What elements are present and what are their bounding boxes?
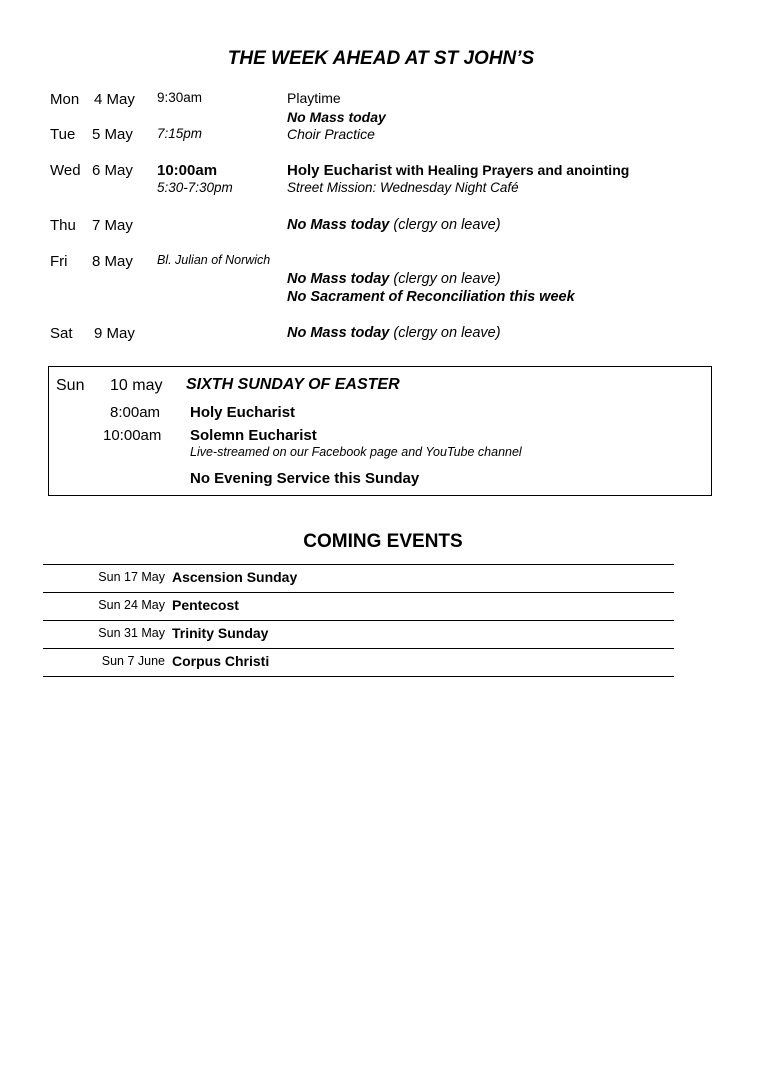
- event-text: No Sacrament of Reconciliation this week: [287, 289, 575, 305]
- day-name: Fri: [50, 253, 68, 270]
- sunday-heading: SIXTH SUNDAY OF EASTER: [186, 376, 400, 393]
- sunday-notice: No Evening Service this Sunday: [190, 470, 420, 487]
- event-text: [287, 162, 629, 180]
- event-name: Trinity Sunday: [172, 625, 269, 641]
- table-divider: [43, 648, 674, 649]
- event-bold: No Mass today: [287, 217, 390, 233]
- service-time: 5:30-7:30pm: [157, 180, 233, 195]
- service-time: 10:00am: [103, 427, 162, 444]
- page-title: THE WEEK AHEAD AT ST JOHN’S: [227, 48, 535, 69]
- coming-events-heading: COMING EVENTS: [303, 531, 463, 552]
- service-time: 8:00am: [110, 404, 161, 421]
- day-date: 9 May: [94, 325, 135, 342]
- day-name: Tue: [50, 126, 76, 143]
- service-name: Solemn Eucharist: [190, 427, 317, 444]
- day-name: Wed: [50, 162, 81, 179]
- day-name: Sat: [50, 325, 73, 342]
- table-divider: [43, 676, 674, 677]
- day-date: 7 May: [92, 217, 133, 234]
- day-name: Mon: [50, 91, 80, 108]
- day-name: Sun: [56, 377, 85, 394]
- event-text: Choir Practice: [287, 126, 375, 142]
- event-date: Sun 31 May: [98, 626, 165, 640]
- table-divider: [43, 620, 674, 621]
- event-date: Sun 7 June: [101, 654, 165, 668]
- event-text: [287, 325, 501, 341]
- table-divider: [43, 592, 674, 593]
- day-date: 4 May: [94, 91, 135, 108]
- event-rest: with Healing Prayers and anointing: [392, 162, 630, 178]
- service-note: Live-streamed on our Facebook page and YouTube channel: [190, 445, 522, 459]
- event-date: Sun 17 May: [98, 570, 165, 584]
- event-text: [287, 271, 501, 287]
- event-date: Sun 24 May: [98, 598, 165, 612]
- event-rest: (clergy on leave): [389, 325, 501, 341]
- service-name: Holy Eucharist: [190, 404, 296, 421]
- event-text: Playtime: [287, 90, 341, 106]
- event-text: Street Mission: Wednesday Night Café: [287, 180, 519, 195]
- day-date: 5 May: [92, 126, 133, 143]
- event-rest: (clergy on leave): [389, 217, 501, 233]
- table-divider: [43, 564, 674, 565]
- event-text: [287, 217, 501, 233]
- service-time: 10:00am: [157, 162, 218, 179]
- event-bold: No Mass today: [287, 325, 390, 341]
- event-name: Corpus Christi: [172, 653, 270, 669]
- event-rest: (clergy on leave): [389, 271, 501, 287]
- service-time: 9:30am: [157, 90, 203, 105]
- service-time: 7:15pm: [157, 126, 203, 141]
- event-text: No Mass today: [287, 109, 386, 125]
- day-date: 6 May: [92, 162, 133, 179]
- event-bold: No Mass today: [287, 271, 390, 287]
- event-bold: Holy Eucharist: [287, 162, 393, 179]
- day-date: 10 may: [110, 377, 163, 394]
- event-name: Ascension Sunday: [172, 569, 298, 585]
- feast-note: Bl. Julian of Norwich: [157, 253, 271, 267]
- day-date: 8 May: [92, 253, 133, 270]
- day-name: Thu: [50, 217, 76, 234]
- event-name: Pentecost: [172, 597, 239, 613]
